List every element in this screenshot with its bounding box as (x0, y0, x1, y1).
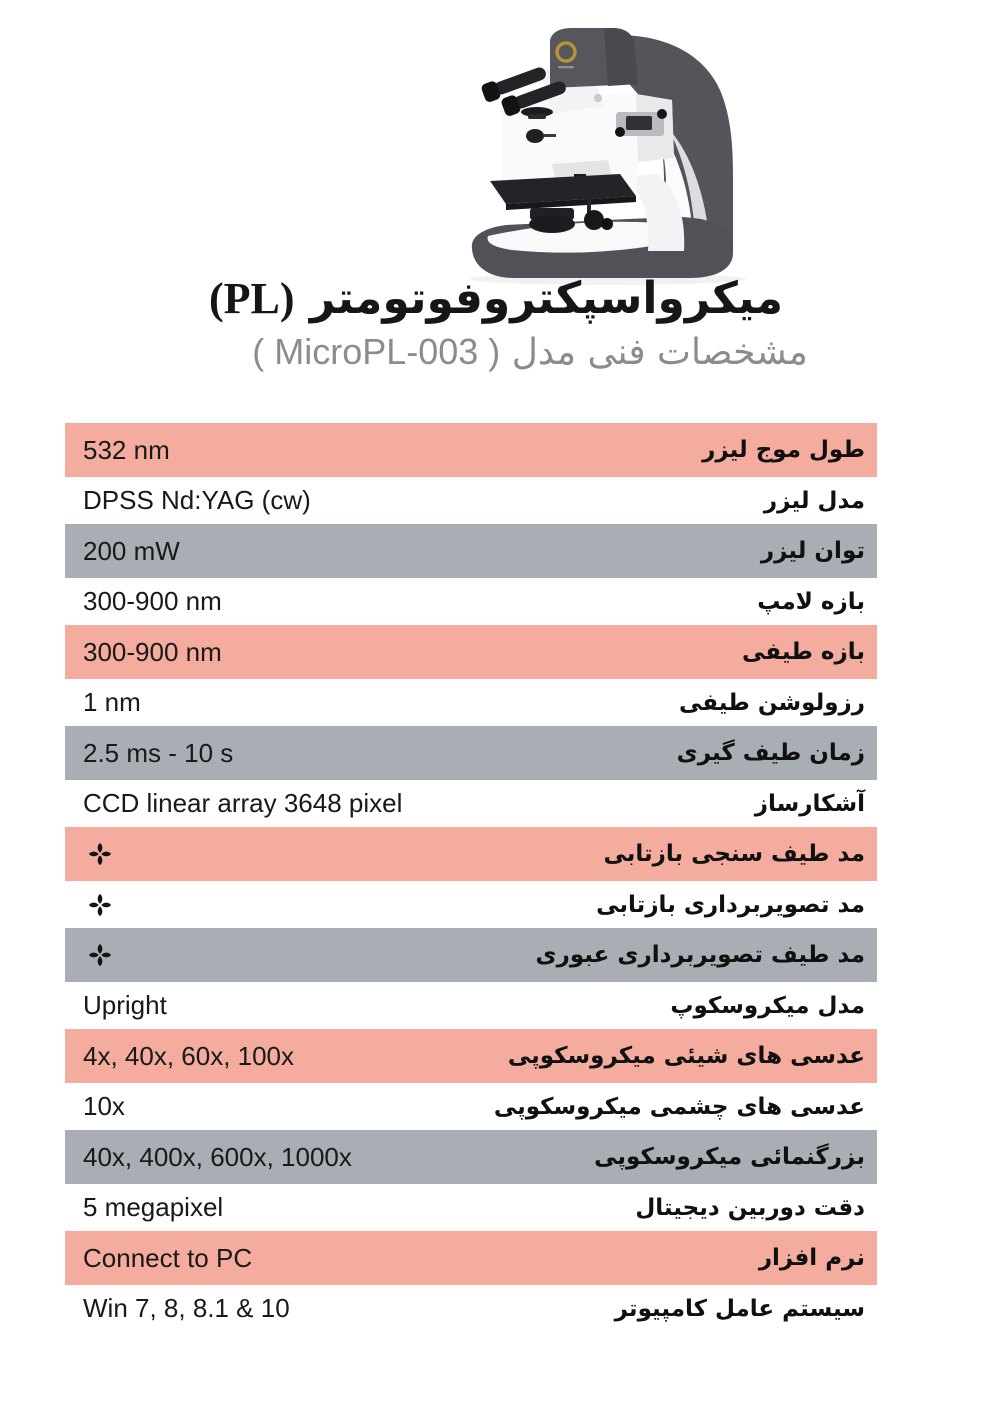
spec-label: عدسی های چشمی میکروسکوپی (493, 1093, 865, 1120)
spec-row (65, 578, 877, 625)
spec-label: طول موج لیزر (702, 437, 865, 463)
spec-value: 4x, 40x, 60x, 100x (83, 1040, 295, 1071)
spec-row (65, 477, 877, 524)
spec-value: 40x, 400x, 600x, 1000x (83, 1141, 352, 1172)
spec-row (65, 1285, 877, 1332)
four-petal-asterisk-icon (85, 890, 115, 920)
spec-value: 532 nm (83, 434, 170, 465)
spec-row (65, 524, 877, 578)
page-title-en: (PL) (208, 274, 295, 323)
spec-table (65, 423, 877, 1332)
spec-label: سیستم عامل کامپیوتر (614, 1295, 865, 1322)
spec-value: Win 7, 8, 8.1 & 10 (83, 1293, 290, 1323)
spec-row (65, 679, 877, 726)
page-subtitle-fa: مشخصات فنی مدل (511, 331, 808, 373)
spec-value: 200 mW (83, 535, 180, 566)
page-subtitle-model: ( MicroPL-003 ) (252, 330, 501, 372)
spec-row (65, 1184, 877, 1231)
spec-value: 10x (83, 1091, 125, 1121)
spec-row (65, 1029, 877, 1083)
spec-label: مدل لیزر (763, 487, 865, 514)
spec-label: دقت دوربین دیجیتال (635, 1194, 865, 1221)
spec-label: رزولوشن طیفی (678, 689, 865, 716)
spec-value: Connect to PC (83, 1242, 253, 1273)
microscope-illustration (440, 6, 770, 288)
spec-label: مد طیف تصویربرداری عبوری (535, 942, 865, 968)
spec-label: زمان طیف گیری (676, 740, 865, 766)
spec-row (65, 1083, 877, 1130)
spec-row (65, 928, 877, 982)
spec-value-marker (83, 890, 115, 920)
spec-value: Upright (83, 990, 167, 1020)
spec-label: نرم افزار (758, 1245, 865, 1271)
spec-value: 1 nm (83, 687, 141, 717)
spec-row (65, 1231, 877, 1285)
spec-row (65, 625, 877, 679)
spec-row (65, 780, 877, 827)
spec-row (65, 423, 877, 477)
spec-value-marker (83, 839, 115, 869)
page-title (0, 274, 992, 325)
spec-value-marker (83, 940, 115, 970)
microscope-image (440, 6, 770, 288)
spec-value: 300-900 nm (83, 636, 222, 667)
spec-value: CCD linear array 3648 pixel (83, 788, 403, 818)
spec-value: 2.5 ms - 10 s (83, 737, 234, 768)
header (0, 274, 992, 373)
spec-label: بازه طیفی (742, 639, 865, 665)
spec-value: DPSS Nd:YAG (cw) (83, 485, 311, 515)
spec-label: مدل میکروسکوپ (670, 992, 865, 1019)
page-subtitle (34, 331, 992, 373)
spec-row (65, 881, 877, 928)
spec-label: مد طیف سنجی بازتابی (603, 841, 865, 867)
spec-label: توان لیزر (760, 538, 865, 564)
spec-row (65, 726, 877, 780)
spec-label: بزرگنمائی میکروسکوپی (594, 1144, 865, 1170)
four-petal-asterisk-icon (85, 940, 115, 970)
spec-row (65, 982, 877, 1029)
spec-row (65, 827, 877, 881)
spec-label: مد تصویربرداری بازتابی (596, 891, 865, 918)
page-title-fa: میکرواسپکتروفوتومتر (309, 273, 784, 324)
spec-row (65, 1130, 877, 1184)
spec-value: 5 megapixel (83, 1192, 224, 1222)
spec-label: آشکارساز (754, 790, 865, 817)
four-petal-asterisk-icon (85, 839, 115, 869)
spec-label: عدسی های شیئی میکروسکوپی (507, 1043, 865, 1069)
spec-value: 300-900 nm (83, 586, 222, 616)
spec-label: بازه لامپ (757, 588, 865, 615)
